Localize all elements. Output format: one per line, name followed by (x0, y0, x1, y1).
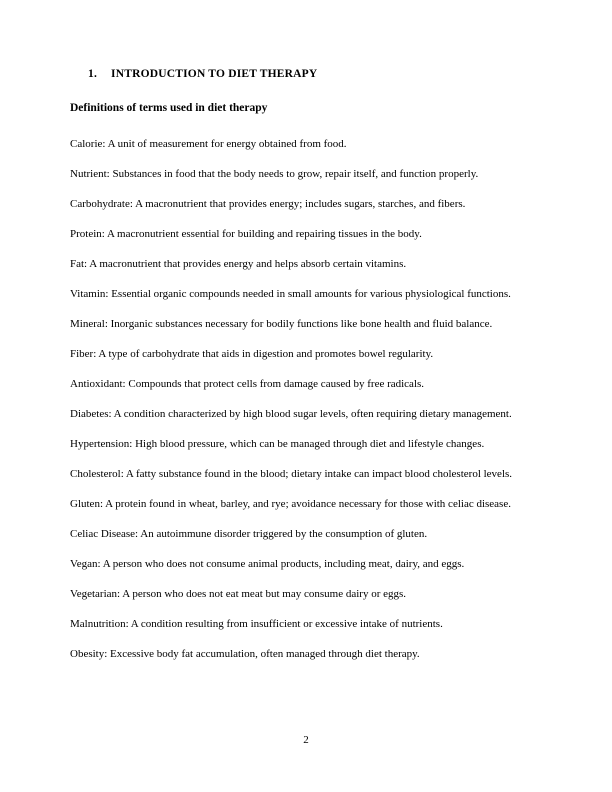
definition-paragraph: Mineral: Inorganic substances necessary for bodily functions like bone health and fluid balance. (70, 318, 493, 330)
definitions-list (70, 134, 542, 665)
definition-paragraph: Vegetarian: A person who does not eat meat but may consume dairy or eggs. (70, 588, 407, 600)
section-heading-text: INTRODUCTION TO DIET THERAPY (111, 68, 318, 80)
definition-paragraph: Calorie: A unit of measurement for energy obtained from food. (70, 138, 347, 150)
definition-paragraph: Nutrient: Substances in food that the body needs to grow, repair itself, and function properly. (70, 168, 479, 180)
definition-paragraph: Fat: A macronutrient that provides energy and helps absorb certain vitamins. (70, 258, 407, 270)
definition-paragraph: Cholesterol: A fatty substance found in the blood; dietary intake can impact blood cholesterol levels. (70, 468, 513, 480)
definition-paragraph: Vegan: A person who does not consume animal products, including meat, dairy, and eggs. (70, 558, 465, 570)
page-content (70, 68, 542, 674)
definition-paragraph: Hypertension: High blood pressure, which can be managed through diet and lifestyle changes. (70, 438, 485, 450)
sub-heading: Definitions of terms used in diet therapy (70, 102, 268, 114)
definition-paragraph: Diabetes: A condition characterized by high blood sugar levels, often requiring dietary management. (70, 408, 512, 420)
definition-paragraph: Fiber: A type of carbohydrate that aids in digestion and promotes bowel regularity. (70, 348, 434, 360)
definition-paragraph: Antioxidant: Compounds that protect cells from damage caused by free radicals. (70, 378, 425, 390)
definition-paragraph: Malnutrition: A condition resulting from insufficient or excessive intake of nutrients. (70, 618, 443, 630)
section-heading (88, 68, 542, 80)
definition-paragraph: Vitamin: Essential organic compounds needed in small amounts for various physiological functions. (70, 288, 511, 300)
definition-paragraph: Obesity: Excessive body fat accumulation, often managed through diet therapy. (70, 648, 420, 660)
page-number: 2 (303, 734, 309, 746)
definition-paragraph: Gluten: A protein found in wheat, barley, and rye; avoidance necessary for those with celiac disease. (70, 498, 511, 510)
definition-paragraph: Carbohydrate: A macronutrient that provides energy; includes sugars, starches, and fibers. (70, 198, 466, 210)
definition-paragraph: Protein: A macronutrient essential for building and repairing tissues in the body. (70, 228, 422, 240)
section-heading-number: 1. (88, 68, 98, 80)
definition-paragraph: Celiac Disease: An autoimmune disorder triggered by the consumption of gluten. (70, 528, 428, 540)
